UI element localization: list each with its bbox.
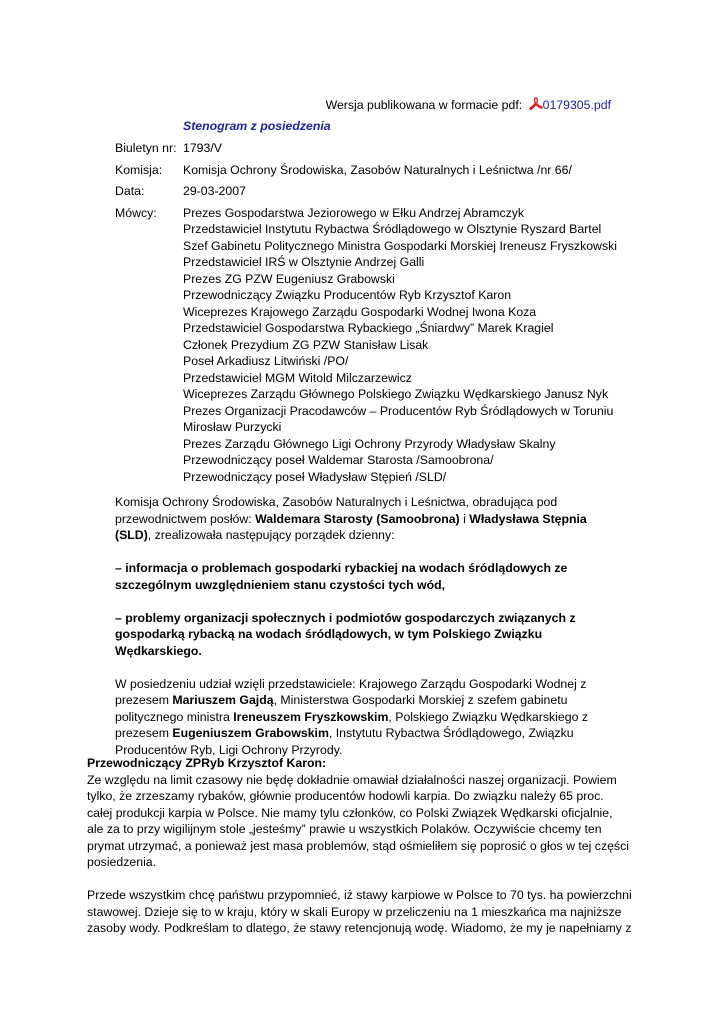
chair-name: Waldemara Starosty (Samoobrona) [255, 511, 460, 526]
participants-text: , Ministerstwa Gospodarki Morskiej z szefem gabinetu politycznego ministra [115, 693, 568, 724]
date-row [115, 183, 635, 200]
intro-paragraph [115, 494, 620, 544]
speech-paragraph: Ze względu na limit czasowy nie będę dokładnie omawiał działalności naszej organizacji. Powiem tylko, że zrzeszamy rybaków, głównie producentów hodowli karpia. Do związku należy 65 proc. całej produkcji karpia w Polsce. Nie mamy tylu członków, co Polski Związek Wędkarski oficjalnie, ale za to przy wigilijnym stole „jesteśmy” prawie u wszystkich Polaków. Oczywiście chcemy ten prymat utrzymać, a ponieważ jest masa problemów, stąd ośmieliłem się poprosić o głos w tej części posiedzenia. [87, 772, 629, 869]
intro-text: i [459, 511, 470, 526]
participant-name: Ireneuszem Fryszkowskim [233, 709, 389, 724]
speaker-item: Wiceprezes Zarządu Głównego Polskiego Związku Wędkarskiego Janusz Nyk [183, 387, 609, 401]
speaker-item: Prezes Organizacji Pracodawców – Producentów Ryb Śródlądowych w Toruniu Mirosław Purzycki [183, 403, 614, 434]
speaker-item: Przewodniczący Związku Producentów Ryb Krzysztof Karon [183, 288, 512, 302]
bulletin-row [115, 140, 635, 157]
speaker-item: Prezes ZG PZW Eugeniusz Grabowski [183, 271, 395, 286]
speaker-item: Przedstawiciel Instytutu Rybactwa Śródlądowego w Olsztynie Ryszard Bartel [183, 222, 602, 236]
date-value: 29-03-2007 [183, 184, 246, 198]
speech-section [87, 755, 632, 953]
committee-label: Komisja: [115, 162, 163, 177]
speaker-item: Przedstawiciel Gospodarstwa Rybackiego „Śniardwy” Marek Kragiel [183, 321, 554, 335]
speaker-item: Przedstawiciel IRŚ w Olsztynie Andrzej Galli [183, 255, 425, 269]
participants-text: W posiedzeniu udział wzięli przedstawiciele: Krajowego Zarządu Gospodarki Wodnej z prezesem [115, 676, 587, 707]
participants-text: , Instytutu Rybactwa Śródlądowego, Związku Producentów Ryb, Ligi Ochrony Przyrody. [115, 726, 574, 757]
participants-paragraph [115, 676, 620, 759]
intro-text: , zrealizowała następujący porządek dzienny: [147, 528, 395, 542]
stenogram-title: Stenogram z posiedzenia [183, 119, 331, 133]
intro-section [115, 494, 620, 775]
speech-paragraph: Przede wszystkim chcę państwu przypomnieć, iż stawy karpiowe w Polsce to 70 tys. ha powierzchni stawowej. Dzieje się to w kraju, który w skali Europy w przeliczeniu na 1 mieszkańca ma najniższe zasoby wody. Podkreślam to dlatego, że stawy retencjonują wodę. Wiadomo, że my je napełniamy z [87, 888, 632, 935]
date-label: Data: [115, 184, 145, 198]
speaker-item: Wiceprezes Krajowego Zarządu Gospodarki Wodnej Iwona Koza [183, 304, 537, 319]
speaker-item: Członek Prezydium ZG PZW Stanisław Lisak [183, 337, 429, 352]
meta-block [115, 140, 635, 490]
committee-row [115, 162, 635, 179]
speaker-item: Przewodniczący poseł Władysław Stępień /SLD/ [183, 469, 447, 484]
speaker-item: Poseł Arkadiusz Litwiński /PO/ [183, 354, 349, 368]
chair-name: Władysława Stępnia (SLD) [115, 511, 587, 542]
speaker-item: Szef Gabinetu Politycznego Ministra Gospodarki Morskiej Ireneusz Fryszkowski [183, 238, 617, 253]
participant-name: Eugeniuszem Grabowskim [172, 726, 329, 740]
participants-text: , Polskiego Związku Wędkarskiego z prezesem [115, 709, 588, 740]
speaker-item: Przedstawiciel MGM Witold Milczarzewicz [183, 370, 412, 385]
speaker-heading: Przewodniczący ZPRyb Krzysztof Karon: [87, 756, 327, 770]
bulletin-label: Biuletyn nr: [115, 141, 177, 155]
agenda-item: – problemy organizacji społecznych i podmiotów gospodarczych związanych z gospodarką rybacką na wodach śródlądowych, w tym Polskiego Związku Wędkarskiego. [115, 610, 576, 658]
participant-name: Mariuszem Gajdą [172, 693, 274, 707]
speakers-list [183, 205, 635, 486]
agenda-item: – informacja o problemach gospodarki rybackiej na wodach śródlądowych ze szczególnym uwzględnieniem stanu czystości tych wód, [115, 561, 568, 592]
speaker-item: Przewodniczący poseł Waldemar Starosta /Samoobrona/ [183, 453, 494, 467]
pdf-icon[interactable] [529, 97, 543, 111]
intro-text: Komisja Ochrony Środowiska, Zasobów Naturalnych i Leśnictwa, obradująca pod przewodnictwem posłów: [115, 495, 558, 526]
pdf-file-link[interactable]: 0179305.pdf [542, 98, 611, 112]
speaker-item: Prezes Gospodarstwa Jeziorowego w Ełku Andrzej Abramczyk [183, 205, 525, 220]
published-version-line [326, 97, 611, 114]
speaker-item: Prezes Zarządu Głównego Ligi Ochrony Przyrody Władysław Skalny [183, 436, 556, 451]
published-prefix: Wersja publikowana w formacie pdf: [325, 98, 523, 112]
speakers-label: Mówcy: [115, 205, 157, 220]
committee-value: Komisja Ochrony Środowiska, Zasobów Naturalnych i Leśnictwa /nr 66/ [183, 162, 572, 177]
speakers-row [115, 205, 635, 486]
bulletin-value: 1793/V [183, 141, 222, 155]
